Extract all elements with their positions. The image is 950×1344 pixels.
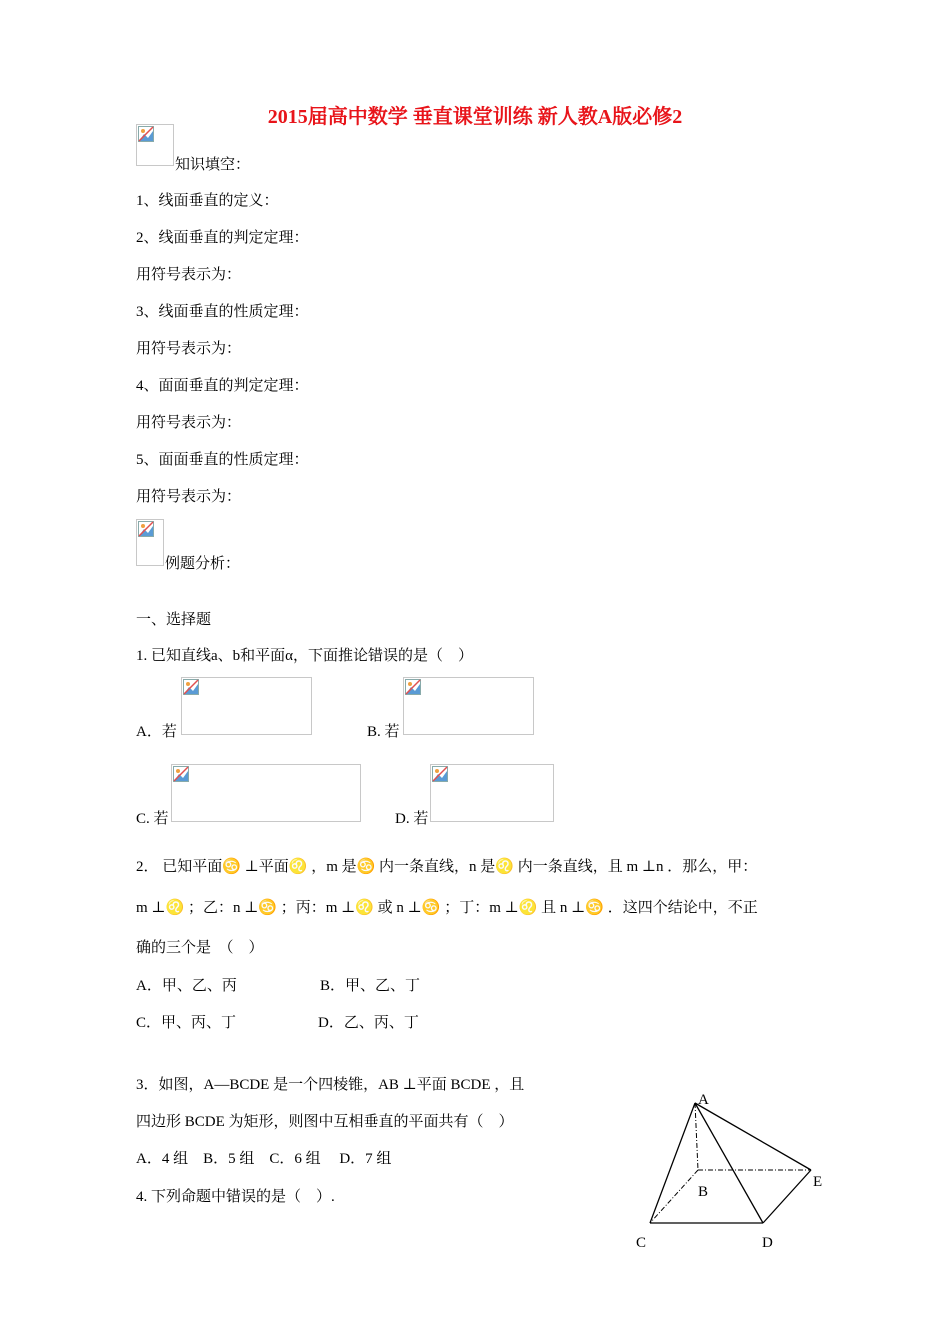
broken-image-icon — [405, 679, 421, 695]
q1-option-a-image — [181, 677, 312, 735]
question-3-line: 3．如图，A—BCDE 是一个四棱锥，AB ⊥平面 BCDE ，且 — [136, 1077, 525, 1093]
q1-option-c-image — [171, 764, 361, 822]
broken-image-icon — [173, 766, 189, 782]
broken-image-icon — [138, 126, 154, 142]
broken-image-icon — [432, 766, 448, 782]
edge-ad — [695, 1103, 763, 1223]
edge-ae — [695, 1103, 811, 1170]
question-1-stem: 1. 已知直线a、b和平面α，下面推论错误的是（ ） — [136, 648, 474, 664]
q2-option-d: D．乙、丙、丁 — [318, 1015, 419, 1031]
q2-option-a: A．甲、乙、丙 — [136, 978, 237, 994]
vertex-label-c: C — [636, 1235, 647, 1251]
q3-options: A．4 组 B．5 组 C．6 组 D．7 组 — [136, 1151, 392, 1167]
broken-image-placeholder — [136, 519, 164, 566]
q1-option-d: D. 若 — [395, 811, 429, 827]
question-2-line: 确的三个是 （ ） — [136, 940, 264, 956]
knowledge-item: 2、线面垂直的判定定理： — [136, 230, 309, 246]
vertex-label-e: E — [813, 1174, 823, 1190]
edge-de — [763, 1170, 811, 1223]
edge-ab-hidden — [695, 1103, 698, 1170]
section-knowledge-heading: 知识填空： — [175, 157, 251, 173]
q1-option-b: B. 若 — [367, 724, 400, 740]
vertex-label-a: A — [698, 1092, 709, 1108]
q1-option-a: A．若 — [136, 724, 177, 740]
knowledge-item: 用符号表示为： — [136, 341, 242, 357]
section-choice-heading: 一、选择题 — [136, 612, 212, 628]
document-title: 2015届高中数学 垂直课堂训练 新人教A版必修2 — [267, 106, 683, 128]
section-examples-heading: 例题分析： — [165, 556, 241, 572]
question-3-line: 四边形 BCDE 为矩形，则图中互相垂直的平面共有（ ） — [136, 1114, 514, 1130]
knowledge-item: 4、面面垂直的判定定理： — [136, 378, 309, 394]
q1-option-c: C. 若 — [136, 811, 169, 827]
knowledge-item: 用符号表示为： — [136, 267, 242, 283]
knowledge-item: 用符号表示为： — [136, 415, 242, 431]
q1-option-b-image — [403, 677, 534, 735]
question-2-line: m ⊥♌ ；乙：n ⊥♋ ；丙：m ⊥♌ 或 n ⊥♋ ；丁：m ⊥♌ 且 n ⊥♋ ．这四个结论中，不正 — [136, 900, 758, 916]
broken-image-icon — [183, 679, 199, 695]
q2-option-c: C．甲、丙、丁 — [136, 1015, 237, 1031]
q1-option-d-image — [430, 764, 554, 822]
vertex-label-d: D — [762, 1235, 773, 1251]
broken-image-icon — [138, 521, 154, 537]
question-4-stem: 4. 下列命题中错误的是（ ）. — [136, 1189, 335, 1205]
knowledge-item: 1、线面垂直的定义： — [136, 193, 279, 209]
question-2-line: 2． 已知平面♋ ⊥平面♌ ，m 是♋ 内一条直线，n 是♌ 内一条直线，且 m ⊥n ．那么，甲： — [136, 859, 758, 875]
q2-option-b: B．甲、乙、丁 — [320, 978, 421, 994]
edge-ac — [650, 1103, 695, 1223]
knowledge-item: 用符号表示为： — [136, 489, 242, 505]
broken-image-placeholder — [136, 124, 174, 166]
vertex-label-b: B — [698, 1184, 709, 1200]
knowledge-item: 5、面面垂直的性质定理： — [136, 452, 309, 468]
pyramid-figure — [628, 1080, 838, 1260]
knowledge-item: 3、线面垂直的性质定理： — [136, 304, 309, 320]
edge-bc-hidden — [650, 1170, 698, 1223]
